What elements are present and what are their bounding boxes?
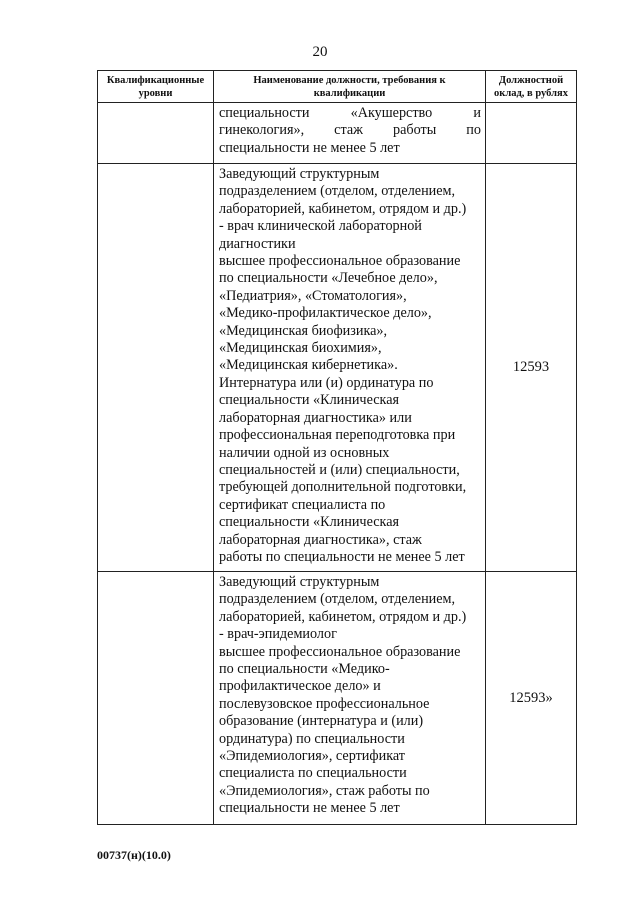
requirement-line: - врач-эпидемиолог [219, 626, 337, 643]
requirement-line: профилактическое дело» и [219, 678, 381, 695]
requirement-line: ординатура) по специальности [219, 730, 405, 747]
table-row [98, 164, 577, 572]
row-3-level [98, 572, 214, 825]
requirement-line: лабораторией, кабинетом, отрядом и др.) [219, 200, 467, 217]
row-2-level [98, 164, 214, 572]
header-qualification-levels: Квалификационные уровни [98, 71, 214, 103]
requirement-line: диагностики [219, 235, 296, 252]
row-1-salary [486, 103, 577, 164]
requirement-line: специальности «Клиническая [219, 514, 400, 531]
requirement-line: «Медицинская биофизика», [219, 322, 388, 339]
requirement-line: высшее профессиональное образование [219, 253, 461, 270]
requirement-line: «Медицинская биохимия», [219, 340, 382, 357]
requirement-line: специальности «Акушерство и [219, 105, 481, 121]
requirement-line: специальности «Клиническая [219, 392, 400, 409]
row-2-requirements [214, 164, 486, 572]
qualification-table [97, 70, 577, 825]
row-3-requirements [214, 572, 486, 825]
page-number: 20 [312, 44, 328, 60]
requirement-line: «Эпидемиология», стаж работы по [219, 782, 430, 799]
requirement-line: сертификат специалиста по [219, 496, 386, 513]
header-salary: Должностной оклад, в рублях [486, 71, 577, 103]
requirement-line: гинекология», стаж работы по [219, 122, 481, 139]
requirement-line: высшее профессиональное образование [219, 643, 461, 660]
requirement-line: - врач клинической лабораторной [219, 218, 422, 235]
row-1-level [98, 103, 214, 164]
requirement-line: специальности не менее 5 лет [219, 800, 400, 817]
requirement-line: лабораторная диагностика», стаж [219, 531, 422, 548]
requirement-line: «Педиатрия», «Стоматология», [219, 287, 407, 304]
requirement-line: послевузовское профессиональное [219, 695, 430, 712]
requirement-line: подразделением (отделом, отделением, [219, 183, 456, 200]
row-1-requirements [214, 103, 486, 164]
requirement-line: лабораторная диагностика» или [219, 409, 412, 426]
requirement-line: «Медико-профилактическое дело», [219, 305, 432, 322]
requirement-line: работы по специальности не менее 5 лет [219, 548, 465, 565]
requirement-line: наличии одной из основных [219, 444, 390, 461]
requirement-line: требующей дополнительной подготовки, [219, 479, 467, 496]
requirement-line: специальностей и (или) специальности, [219, 461, 460, 478]
table-row [98, 103, 577, 164]
table-row [98, 572, 577, 825]
requirement-line: по специальности «Медико- [219, 661, 390, 678]
requirement-line: Заведующий структурным [219, 574, 380, 590]
document-code: 00737(н)(10.0) [97, 848, 171, 862]
requirement-line: по специальности «Лечебное дело», [219, 270, 438, 287]
requirement-line: лабораторией, кабинетом, отрядом и др.) [219, 608, 467, 625]
requirement-line: Заведующий структурным [219, 166, 380, 182]
header-position-requirements: Наименование должности, требования к квалификации [214, 71, 486, 103]
requirement-line: подразделением (отделом, отделением, [219, 591, 456, 608]
requirement-line: специальности не менее 5 лет [219, 139, 400, 156]
requirement-line: образование (интернатура и (или) [219, 713, 424, 730]
requirement-line: «Эпидемиология», сертификат [219, 748, 405, 765]
table-header-row [98, 71, 577, 103]
requirement-line: Интернатура или (и) ординатура по [219, 374, 434, 391]
requirement-line: «Медицинская кибернетика». [219, 357, 398, 374]
requirement-line: специалиста по специальности [219, 765, 407, 782]
requirement-line: профессиональная переподготовка при [219, 427, 456, 444]
row-2-salary: 12593 [486, 164, 577, 572]
row-3-salary: 12593» [486, 572, 577, 825]
